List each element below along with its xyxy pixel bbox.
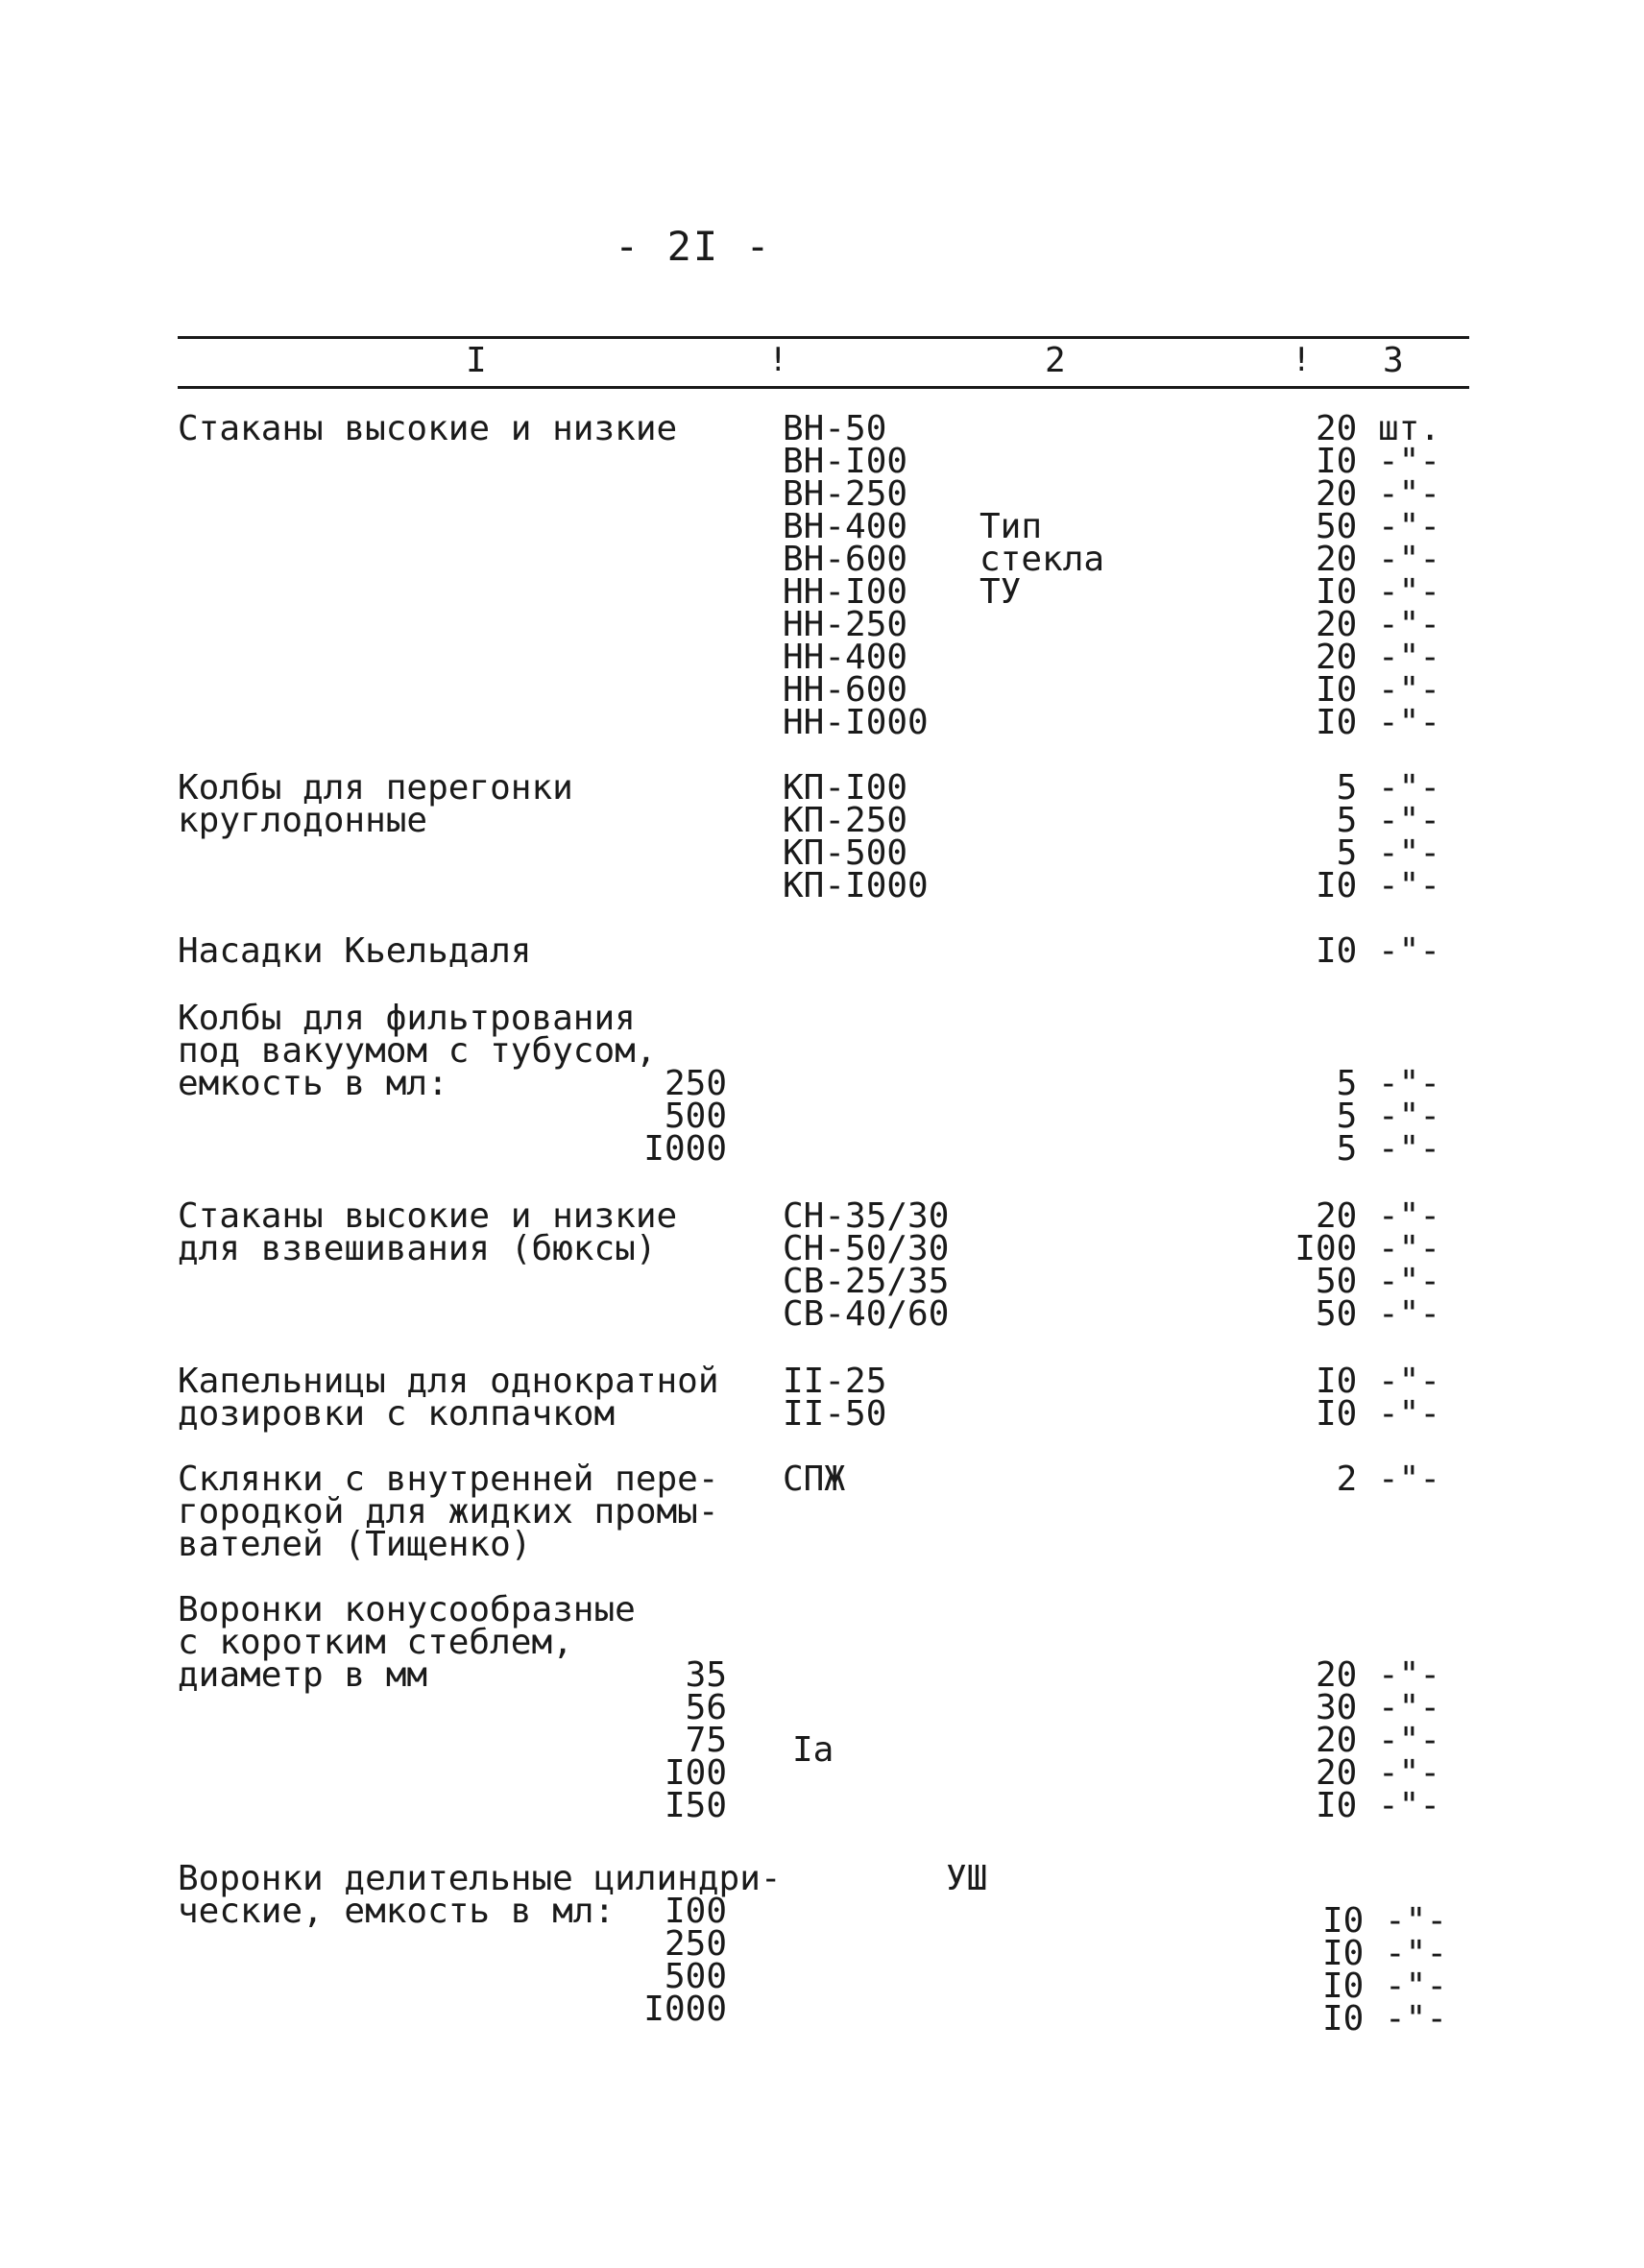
item-code: СПЖ <box>783 1460 846 1499</box>
item-size: I50 <box>664 1786 727 1825</box>
column-separator-1: ! <box>768 341 788 379</box>
item-quantity: 5 -"- <box>1336 768 1440 808</box>
item-size: 250 <box>664 1924 727 1964</box>
table-header-rule <box>178 386 1469 389</box>
item-quantity: I0 -"- <box>1315 670 1440 710</box>
item-quantity: 20 -"- <box>1315 1655 1440 1695</box>
item-quantity: 2 -"- <box>1336 1460 1440 1499</box>
column-header-3: 3 <box>1383 341 1404 380</box>
item-quantity: 5 -"- <box>1336 801 1440 840</box>
item-name: Воронки конусообразные с коротким стеблем, диаметр в мм <box>178 1590 636 1695</box>
item-size: I00 <box>664 1753 727 1793</box>
item-code: НН-250 <box>783 605 908 644</box>
item-name: Колбы для перегонки круглодонные <box>178 768 573 840</box>
item-code: ВН-600 <box>783 540 908 579</box>
item-code: КП-I000 <box>783 866 929 905</box>
item-quantity: 20 -"- <box>1315 605 1440 644</box>
item-size: I000 <box>643 1990 727 2029</box>
item-quantity: I0 -"- <box>1315 572 1440 612</box>
item-quantity: I0 -"- <box>1315 1394 1440 1434</box>
item-code: СВ-40/60 <box>783 1294 950 1334</box>
item-quantity: 20 -"- <box>1315 540 1440 579</box>
item-quantity: I0 -"- <box>1315 866 1440 905</box>
item-size: 250 <box>664 1064 727 1103</box>
item-code: СН-35/30 <box>783 1196 950 1236</box>
item-code: ВН-I00 <box>783 442 908 481</box>
item-code: УШ <box>946 1859 988 1898</box>
item-quantity: 20 -"- <box>1315 1753 1440 1793</box>
item-quantity: 20 -"- <box>1315 1721 1440 1760</box>
item-code: II-25 <box>783 1362 887 1401</box>
item-name: Капельницы для однократной дозировки с колпачком <box>178 1362 719 1434</box>
item-quantity: I0 -"- <box>1315 1362 1440 1401</box>
item-quantity: 50 -"- <box>1315 1262 1440 1301</box>
item-code: Ia <box>792 1730 834 1770</box>
column-header-1: I <box>466 341 487 380</box>
column-header-2: 2 <box>1045 341 1066 380</box>
item-size: 75 <box>685 1721 727 1760</box>
item-code: КП-500 <box>783 833 908 873</box>
item-quantity: 50 -"- <box>1315 1294 1440 1334</box>
item-size: 500 <box>664 1957 727 1996</box>
item-size: 56 <box>685 1688 727 1727</box>
item-quantity: I0 -"- <box>1315 442 1440 481</box>
item-quantity: 20 -"- <box>1315 638 1440 677</box>
item-size: I000 <box>643 1129 727 1169</box>
column-separator-2: ! <box>1292 341 1312 379</box>
item-code: ВН-400 <box>783 507 908 546</box>
item-quantity: 20 шт. <box>1315 409 1440 448</box>
item-code: НН-400 <box>783 638 908 677</box>
item-quantity: I0 -"- <box>1321 1966 1447 2006</box>
item-quantity: I0 -"- <box>1321 1901 1447 1941</box>
page-number: - 2I - <box>615 223 772 270</box>
item-code: СВ-25/35 <box>783 1262 950 1301</box>
item-quantity: I0 -"- <box>1321 1999 1447 2039</box>
table-top-rule <box>178 336 1469 339</box>
item-quantity: I00 -"- <box>1294 1229 1440 1268</box>
item-code: НН-600 <box>783 670 908 710</box>
item-quantity: I0 -"- <box>1321 1934 1447 1973</box>
item-quantity: 5 -"- <box>1336 1097 1440 1136</box>
item-size: 500 <box>664 1097 727 1136</box>
item-code: ВН-50 <box>783 409 887 448</box>
item-quantity: 5 -"- <box>1336 833 1440 873</box>
item-code: НН-I000 <box>783 703 929 742</box>
item-name: Насадки Кьельдаля <box>178 931 532 971</box>
item-code: КП-I00 <box>783 768 908 808</box>
item-name: Стаканы высокие и низкие для взвешивания (бюксы) <box>178 1196 678 1268</box>
item-quantity: 5 -"- <box>1336 1064 1440 1103</box>
item-name: Колбы для фильтрования под вакуумом с тубусом, емкость в мл: <box>178 999 657 1103</box>
item-quantity: 20 -"- <box>1315 1196 1440 1236</box>
item-quantity: I0 -"- <box>1315 1786 1440 1825</box>
item-size: 35 <box>685 1655 727 1695</box>
item-size: I00 <box>664 1892 727 1931</box>
item-code: ВН-250 <box>783 474 908 514</box>
item-code: КП-250 <box>783 801 908 840</box>
item-quantity: 30 -"- <box>1315 1688 1440 1727</box>
item-quantity: 20 -"- <box>1315 474 1440 514</box>
item-quantity: 50 -"- <box>1315 507 1440 546</box>
item-code: II-50 <box>783 1394 887 1434</box>
item-code: СН-50/30 <box>783 1229 950 1268</box>
item-note: Тип стекла ТУ <box>979 507 1105 612</box>
item-quantity: 5 -"- <box>1336 1129 1440 1169</box>
item-quantity: I0 -"- <box>1315 931 1440 971</box>
item-quantity: I0 -"- <box>1315 703 1440 742</box>
item-name: Стаканы высокие и низкие <box>178 409 678 448</box>
item-name: Склянки с внутренней пере- городкой для жидких промы- вателей (Тищенко) <box>178 1460 719 1564</box>
item-code: НН-I00 <box>783 572 908 612</box>
item-name: Воронки делительные цилиндри- ческие, емкость в мл: <box>178 1859 782 1931</box>
